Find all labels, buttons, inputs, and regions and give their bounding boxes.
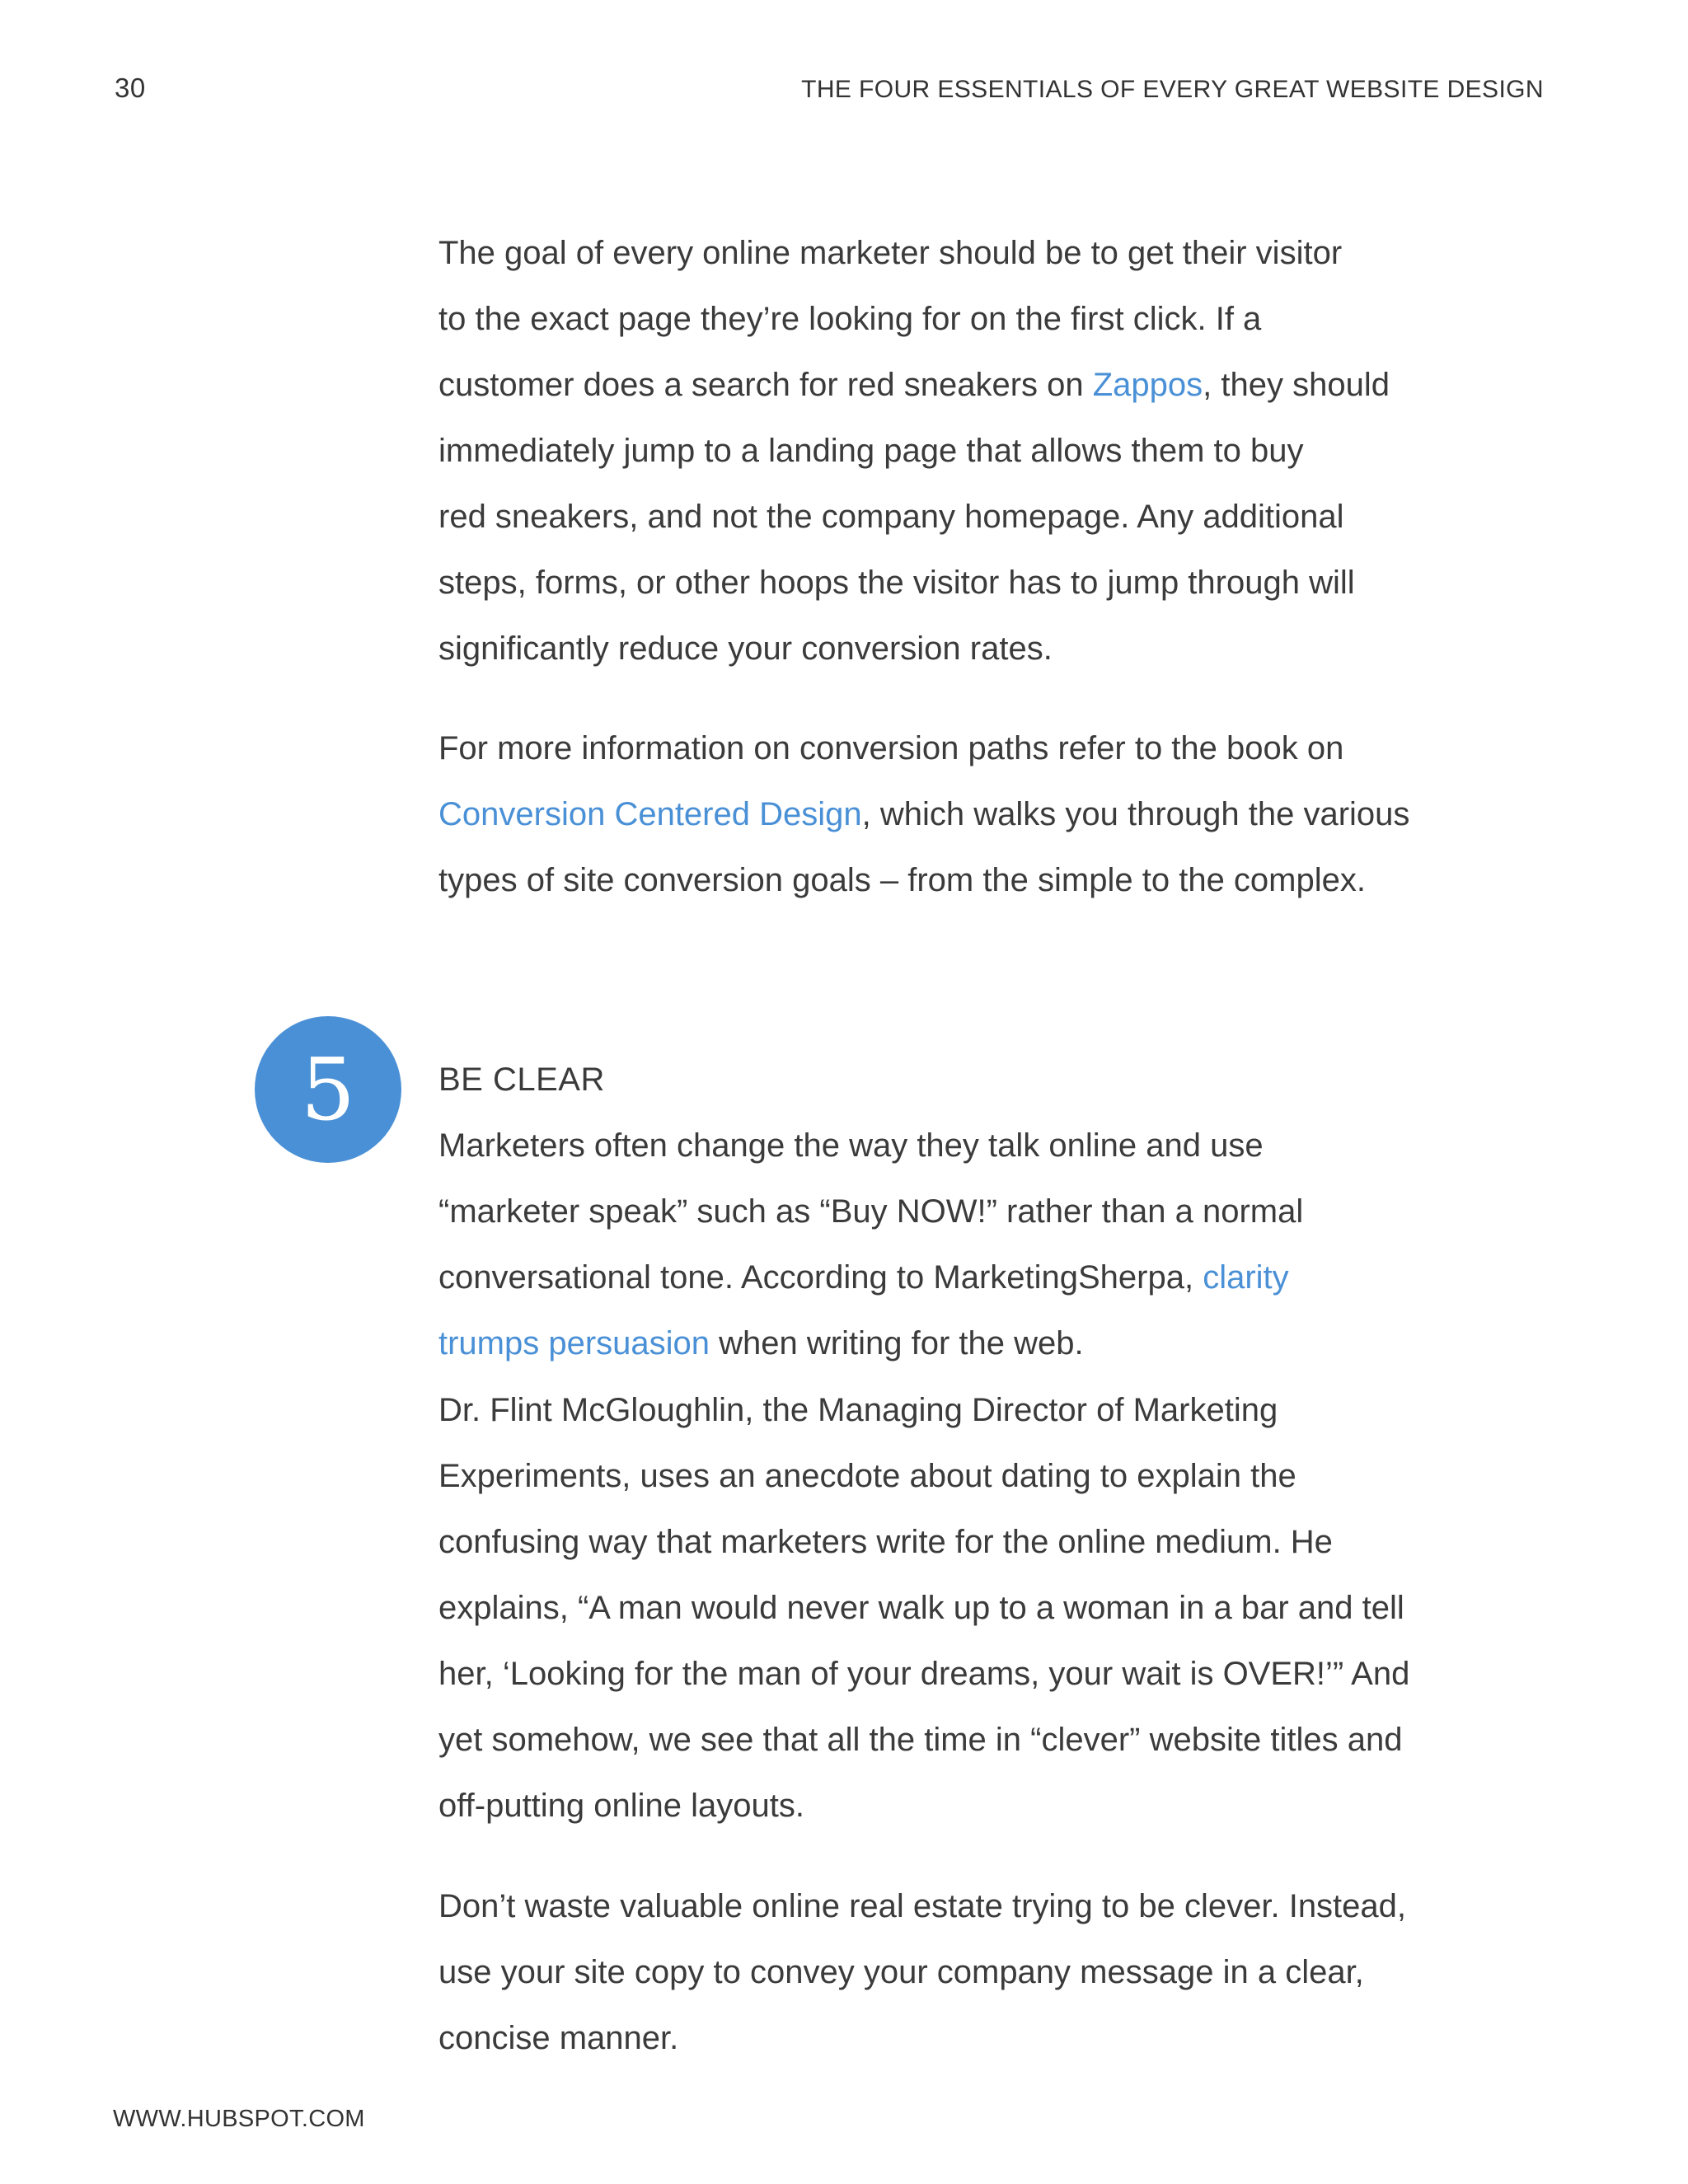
text-line: red sneakers, and not the company homepage. Any additional [438,499,1344,535]
text-line: types of site conversion goals – from the simple to the complex. [438,862,1366,898]
text-segment: customer does a search for red sneakers on [438,367,1093,403]
paragraph-dont-waste [438,1873,1477,2071]
text-line: Don’t waste valuable online real estate trying to be clever. Instead, [438,1888,1407,1924]
paragraph-text [438,715,1477,913]
text-line [438,352,1477,418]
text-line: her, ‘Looking for the man of your dreams, your wait is OVER!’” And [438,1656,1410,1692]
text-line: significantly reduce your conversion rates. [438,630,1053,667]
paragraph-text [438,1873,1477,2071]
text-line: Dr. Flint McGloughlin, the Managing Director of Marketing [438,1392,1278,1428]
text-line: concise manner. [438,2020,679,2056]
paragraph-text [438,1113,1477,1376]
section-number-badge: 5 [255,1016,401,1163]
text-line [438,781,1477,847]
paragraph-conversion-goal [438,220,1477,682]
paragraph-dating-anecdote [438,1377,1477,1839]
text-line: Experiments, uses an anecdote about dating to explain the [438,1458,1296,1494]
paragraph-text [438,220,1477,682]
text-line [438,1244,1477,1310]
clarity-trumps-persuasion-link[interactable]: trumps persuasion [438,1325,710,1361]
text-line: to the exact page they’re looking for on the first click. If a [438,301,1262,337]
text-line: confusing way that marketers write for the online medium. He [438,1524,1333,1560]
footer-website-url: WWW.HUBSPOT.COM [113,2106,365,2132]
text-line [438,1310,1477,1376]
text-line: The goal of every online marketer should be to get their visitor [438,235,1343,271]
text-segment: when writing for the web. [710,1325,1084,1361]
zappos-link[interactable]: Zappos [1092,367,1203,403]
text-line: Marketers often change the way they talk online and use [438,1127,1264,1164]
text-line: off-putting online layouts. [438,1788,805,1824]
text-line: For more information on conversion paths refer to the book on [438,730,1344,766]
text-line: steps, forms, or other hoops the visitor has to jump through will [438,565,1355,601]
running-header-title: THE FOUR ESSENTIALS OF EVERY GREAT WEBSITE DESIGN [801,76,1544,103]
text-line: yet somehow, we see that all the time in “clever” website titles and [438,1722,1403,1758]
clarity-trumps-persuasion-link[interactable]: clarity [1203,1259,1289,1296]
text-segment: , they should [1203,367,1390,403]
text-segment: , which walks you through the various [861,796,1410,832]
text-line: immediately jump to a landing page that allows them to buy [438,433,1304,469]
text-line: explains, “A man would never walk up to a woman in a bar and tell [438,1590,1404,1626]
section-be-clear [438,1047,1477,1376]
page-number: 30 [115,73,146,103]
text-segment: conversational tone. According to MarketingSherpa, [438,1259,1203,1296]
text-line: use your site copy to convey your company message in a clear, [438,1954,1364,1990]
section-title: BE CLEAR [438,1062,605,1098]
text-line: “marketer speak” such as “Buy NOW!” rather than a normal [438,1193,1304,1230]
conversion-centered-design-link[interactable]: Conversion Centered Design [438,796,862,832]
paragraph-more-information [438,715,1477,913]
paragraph-text [438,1377,1477,1839]
